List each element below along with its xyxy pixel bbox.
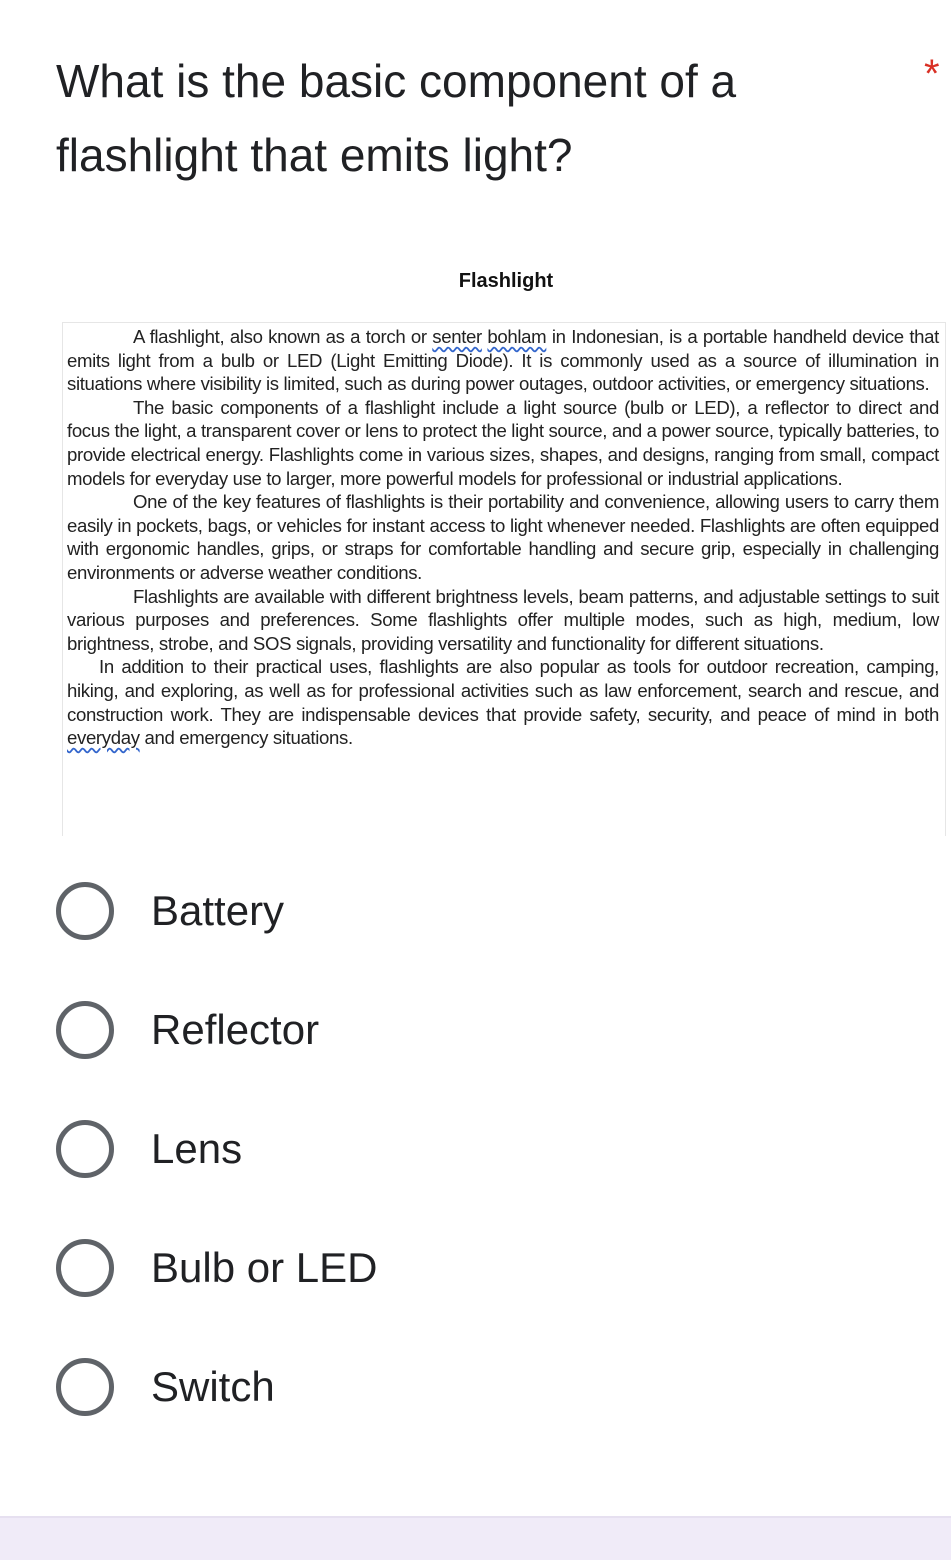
document-paragraph-2: The basic components of a flashlight include a light source (bulb or LED), a reflector to direct and focus the light, a transparent cover or lens to protect the light source, and a power source, typically batteries, to provide electrical energy. Flashlights come in various sizes, shapes, and designs, ranging from small, compact models for everyday use to larger, more powerful models for professional or industrial applications.	[67, 396, 939, 489]
question-image	[62, 262, 950, 840]
document-paragraph-5	[67, 655, 939, 749]
option-label[interactable]: Battery	[151, 887, 285, 934]
paragraph-5-text-start: In addition to their practical uses, flashlights are also popular as tools for outdoor recreation, camping, hiking, and exploring, as well as for professional activities such as law enforcement, search and rescue, and construction work. They are indispensable devices that provide safety, security, and peace of mind in both	[67, 656, 939, 725]
radio-button[interactable]	[56, 1358, 114, 1416]
option-label[interactable]: Bulb or LED	[151, 1244, 378, 1291]
spellcheck-word-everyday: everyday	[67, 727, 140, 749]
option-battery[interactable]	[0, 852, 951, 968]
radio-button[interactable]	[56, 1120, 114, 1178]
option-bulb-or-led[interactable]	[0, 1209, 951, 1325]
option-label[interactable]: Reflector	[151, 1006, 320, 1053]
required-marker: *	[924, 52, 940, 96]
option-lens[interactable]	[0, 1090, 951, 1206]
option-label[interactable]: Switch	[151, 1363, 275, 1410]
radio-button[interactable]	[56, 882, 114, 940]
bottom-section-divider	[0, 1516, 951, 1560]
radio-button[interactable]	[56, 1239, 114, 1297]
option-label[interactable]: Lens	[151, 1125, 243, 1172]
question-title: What is the basic component of a flashlight that emits light?	[56, 55, 737, 181]
document-paragraph-4: Flashlights are available with different brightness levels, beam patterns, and adjustable settings to suit various purposes and preferences. Some flashlights offer multiple modes, such as high, medium, low brightness, strobe, and SOS signals, providing versatility and functionality for different situations.	[67, 585, 939, 654]
document-heading: Flashlight	[458, 270, 554, 292]
spellcheck-word-bohlam: bohlam	[487, 326, 547, 347]
document-paragraph-1	[67, 325, 939, 396]
option-reflector[interactable]	[0, 971, 951, 1087]
document-paragraph-3: One of the key features of flashlights is their portability and convenience, allowing users to carry them easily in pockets, bags, or vehicles for instant access to light whenever needed. Flashlights are often equipped with ergonomic handles, grips, or straps for comfortable handling and secure grip, especially in challenging environments or adverse weather conditions.	[67, 491, 939, 583]
paragraph-1-text-end: in Indonesian, is a portable handheld device that emits light from a bulb or LED (Light Emitting Diode). It is commonly used as a source of illumination in situations where visibility is limited, such as during power outages, outdoor activities, or emergency situations.	[67, 326, 939, 395]
document-body	[62, 322, 946, 836]
radio-button[interactable]	[56, 1001, 114, 1059]
spellcheck-word-senter: senter	[432, 326, 482, 347]
paragraph-1-text-start: A flashlight, also known as a torch or	[133, 326, 433, 347]
paragraph-5-text-end: and emergency situations.	[139, 727, 353, 749]
option-switch[interactable]	[0, 1328, 951, 1444]
